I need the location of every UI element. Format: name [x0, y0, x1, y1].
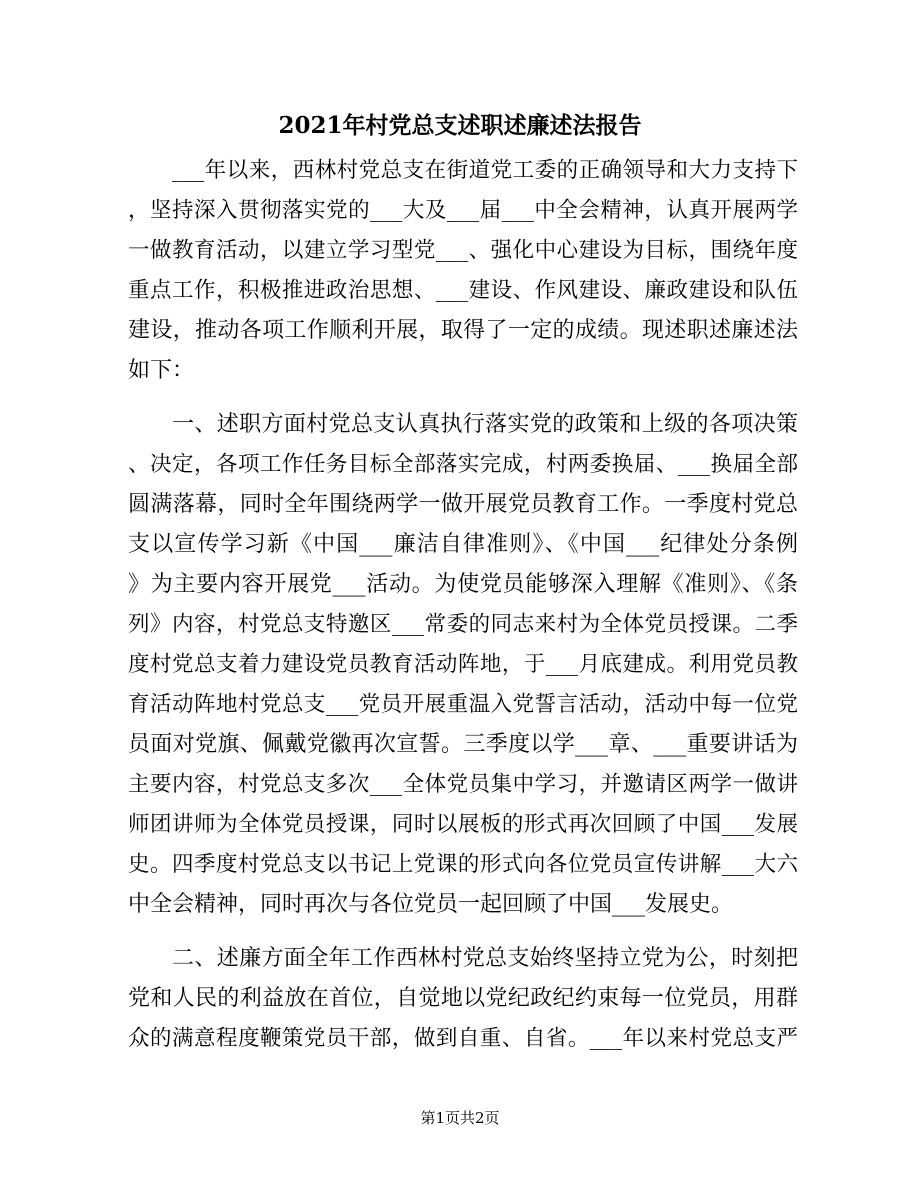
text-line: ，坚持深入贯彻落实党的___大及___届___中全会精神，认真开展两学 [128, 198, 798, 223]
text-line: 建设，推动各项工作顺利开展，取得了一定的成绩。现述职述廉述法 [128, 318, 798, 343]
text-line: 育活动阵地村党总支___党员开展重温入党誓言活动，活动中每一位党 [128, 692, 798, 717]
document-body [128, 151, 798, 1059]
text-line: 党和人民的利益放在首位，自觉地以党纪政纪约束每一位党员，用群 [128, 986, 798, 1011]
text-line: ___年以来，西林村党总支在街道党工委的正确领导和大力支持下 [172, 158, 798, 183]
text-line: 师团讲师为全体党员授课，同时以展板的形式再次回顾了中国___发展 [128, 812, 798, 837]
paragraph-intro [128, 151, 798, 391]
text-line: 一、述职方面村党总支认真执行落实党的政策和上级的各项决策 [172, 412, 798, 437]
text-line: 主要内容，村党总支多次___全体党员集中学习，并邀请区两学一做讲 [128, 772, 798, 797]
text-line: 一做教育活动，以建立学习型党___、强化中心建设为目标，围绕年度 [128, 238, 798, 263]
text-line: 中全会精神，同时再次与各位党员一起回顾了中国___发展史。 [128, 892, 734, 917]
text-line: 史。四季度村党总支以书记上党课的形式向各位党员宣传讲解___大六 [128, 852, 798, 877]
text-line: 众的满意程度鞭策党员干部，做到自重、自省。___年以来村党总支严 [128, 1026, 798, 1051]
text-line: 员面对党旗、佩戴党徽再次宣誓。三季度以学___章、___重要讲话为 [128, 732, 798, 757]
text-line: 》为主要内容开展党___活动。为使党员能够深入理解《准则》、《条 [128, 572, 798, 597]
text-line: 重点工作，积极推进政治思想、___建设、作风建设、廉政建设和队伍 [128, 278, 798, 303]
text-line: 度村党总支着力建设党员教育活动阵地，于___月底建成。利用党员教 [128, 652, 798, 677]
text-line: 二、述廉方面全年工作西林村党总支始终坚持立党为公，时刻把 [172, 946, 798, 971]
page-number-footer: 第1页共2页 [420, 1109, 500, 1127]
paragraph-integrity-report [128, 939, 798, 1059]
document-title: 2021年村党总支述职述廉述法报告 [278, 112, 642, 139]
text-line: 列》内容，村党总支特邀区___常委的同志来村为全体党员授课。二季 [128, 612, 798, 637]
text-line: 、决定，各项工作任务目标全部落实完成，村两委换届、___换届全部 [128, 452, 798, 477]
text-line: 如下： [128, 358, 195, 383]
paragraph-duty-report [128, 405, 798, 925]
text-line: 支以宣传学习新《中国___廉洁自律准则》、《中国___纪律处分条例 [128, 532, 798, 557]
text-line: 圆满落幕，同时全年围绕两学一做开展党员教育工作。一季度村党总 [128, 492, 798, 517]
